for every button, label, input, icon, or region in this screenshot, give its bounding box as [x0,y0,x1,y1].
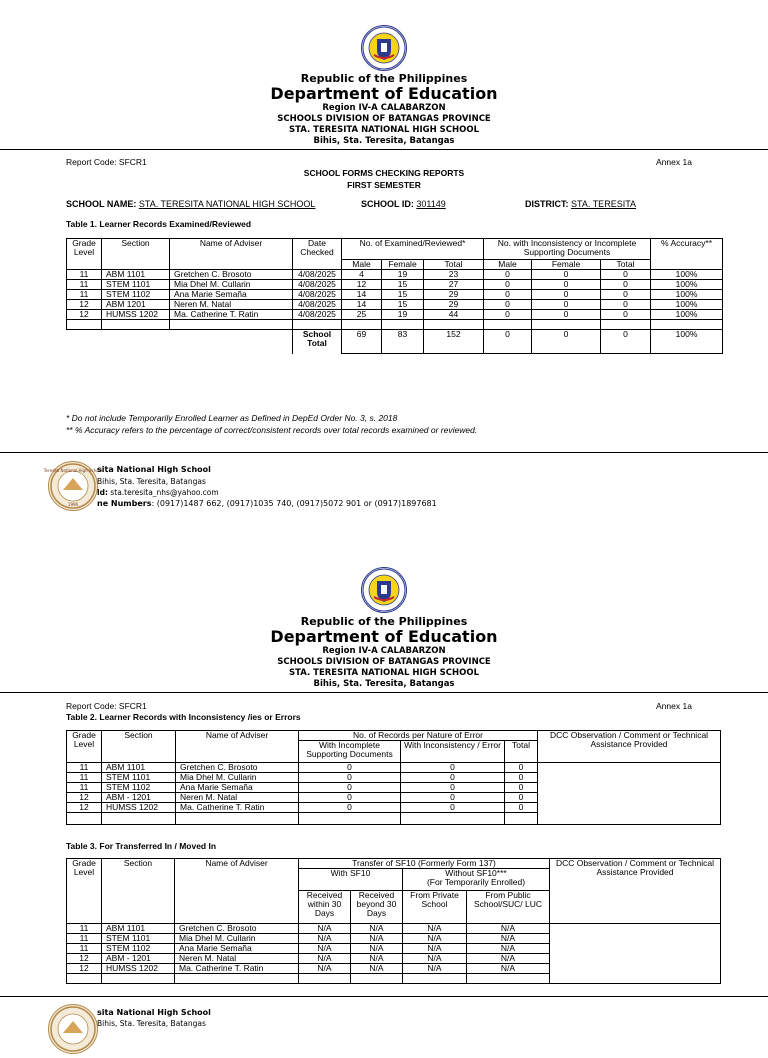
t1-cell: 0 [484,300,532,310]
t2-header-grade: Grade Level [67,731,102,763]
header-divider-2 [0,692,768,693]
t3-header-grade: Grade Level [67,859,102,924]
table2-inconsistency-records [66,730,721,825]
t2-cell: 11 [67,773,102,783]
school-name-field [66,199,315,209]
t1-cell: 0 [601,300,651,310]
t3-dcc-cell [550,924,721,984]
t1-cell: ABM 1101 [102,270,170,280]
t1-header-adviser: Name of Adviser [170,239,293,270]
t1-cell: 100% [651,270,723,280]
t1-cell: 100% [651,290,723,300]
t1-cell: 14 [342,290,382,300]
t3-header-transfer: Transfer of SF10 (Formerly Form 137) [299,859,550,869]
t1-cell: 11 [67,270,102,280]
report-semester: FIRST SEMESTER [347,180,421,190]
logo-year: 1996 [67,502,79,507]
footer-school: sita National High School [97,465,211,474]
district-label: DISTRICT: [525,199,569,209]
t3-header-temp-label: (For Temporarily Enrolled) [426,877,526,887]
t3-cell: HUMSS 1202 [102,964,175,974]
t2-cell: 12 [67,803,102,813]
t2-cell: 0 [505,773,538,783]
t1-cell: 12 [67,300,102,310]
t2-cell: 11 [67,763,102,773]
t3-cell: N/A [299,944,351,954]
t1-header-date: Date Checked [293,239,342,270]
footer-school-2: sita National High School [97,1008,211,1017]
t1-cell: 25 [342,310,382,320]
table-row [67,763,721,773]
t2-cell: 0 [505,793,538,803]
t2-cell: 0 [505,763,538,773]
t3-cell: Ma. Catherine T. Ratin [175,964,299,974]
t2-header-inconsistency: With Inconsistency / Error [401,741,505,763]
region-line-2: Region IV-A CALABARZON [322,646,446,656]
t1-cell: 100% [651,310,723,320]
table2-title: Table 2. Learner Records with Inconsistency /ies or Errors [66,712,301,722]
t1-cell: 4/08/2025 [293,270,342,280]
t2-header-records: No. of Records per Nature of Error [299,731,538,741]
t3-cell: STEM 1101 [102,934,175,944]
t2-header-total: Total [505,741,538,763]
t2-cell: 0 [299,773,401,783]
t1-cell: Neren M. Natal [170,300,293,310]
t3-header-public: From Public School/SUC/ LUC [467,891,550,924]
table-row [67,924,721,934]
t2-cell: HUMSS 1202 [102,803,176,813]
t3-cell: N/A [351,944,403,954]
t1-cell: 0 [601,310,651,320]
t1-cell: 12 [342,280,382,290]
t1-header-grade: Grade Level [67,239,102,270]
t1-header-section: Section [102,239,170,270]
t1-cell: 0 [484,270,532,280]
t1-cell: 0 [532,290,601,300]
t1-cell: 100% [651,300,723,310]
t1-header-total-inc: Total [601,260,651,270]
t2-dcc-cell [538,763,721,825]
table-row-empty [67,320,723,330]
t1-cell: 100% [651,280,723,290]
school-logo-2 [48,1004,98,1054]
table-row [67,310,723,320]
t2-cell: 0 [505,783,538,793]
footer-phones: : (0917)1487 662, (0917)1035 740, (0917)5072 901 or (0917)1897681 [151,499,437,508]
deped-seal [361,25,407,71]
t2-cell: 0 [299,793,401,803]
address-line: Bihis, Sta. Teresita, Batangas [313,136,455,146]
t3-cell: Mia Dhel M. Cullarin [175,934,299,944]
table1-learner-records [66,238,723,354]
total-total: 152 [424,330,484,354]
t1-cell: 19 [382,310,424,320]
t2-cell: ABM 1101 [102,763,176,773]
t3-cell: 11 [67,934,102,944]
t3-cell: N/A [299,964,351,974]
t1-cell: Ma. Catherine T. Ratin [170,310,293,320]
total-accuracy: 100% [651,330,723,354]
t2-header-section: Section [102,731,176,763]
t3-cell: N/A [351,934,403,944]
t1-cell: 4/08/2025 [293,310,342,320]
footnote-1: * Do not include Temporarily Enrolled Learner as Defined in DepEd Order No. 3, s. 2018 [66,413,398,423]
republic-line-2: Republic of the Philippines [300,615,468,628]
t2-cell: 0 [401,803,505,813]
t1-header-female-inc: Female [532,260,601,270]
t2-cell: 0 [401,783,505,793]
t1-cell: 4/08/2025 [293,290,342,300]
t1-cell: Ana Marie Semaña [170,290,293,300]
t3-cell: N/A [299,934,351,944]
t3-header-without-sf10 [403,869,550,891]
t3-cell: STEM 1102 [102,944,175,954]
table-row [67,300,723,310]
school-total-label: School Total [293,330,342,354]
t1-cell: 15 [382,300,424,310]
t2-cell: 11 [67,783,102,793]
department-title: Department of Education [270,84,498,103]
t2-header-incomplete: With Incomplete Supporting Documents [299,741,401,763]
t2-cell: Mia Dhel M. Cullarin [176,773,299,783]
t3-cell: 11 [67,944,102,954]
footer-address-2: Bihis, Sta. Teresita, Batangas [97,1019,206,1028]
t3-cell: ABM - 1201 [102,954,175,964]
t2-cell: 0 [401,763,505,773]
t3-header-beyond30: Received beyond 30 Days [351,891,403,924]
annex-label-2: Annex 1a [656,701,692,711]
school-line: STA. TERESITA NATIONAL HIGH SCHOOL [288,125,480,135]
t2-header-adviser: Name of Adviser [176,731,299,763]
t1-cell: 15 [382,280,424,290]
t1-cell: STEM 1102 [102,290,170,300]
table-row-total [67,330,723,354]
t1-cell: HUMSS 1202 [102,310,170,320]
t1-header-male: Male [342,260,382,270]
t1-cell: Mia Dhel M. Cullarin [170,280,293,290]
report-code: Report Code: SFCR1 [66,157,147,167]
deped-seal-2 [361,567,407,613]
t3-cell: N/A [403,934,467,944]
t3-header-section: Section [102,859,175,924]
logo-text: Teresita National High School [43,468,103,473]
t2-cell: Gretchen C. Brosoto [176,763,299,773]
total-total-inc: 0 [601,330,651,354]
t3-cell: N/A [351,954,403,964]
t1-header-female: Female [382,260,424,270]
t3-cell: N/A [467,924,550,934]
t1-cell: 29 [424,290,484,300]
t3-header-dcc: DCC Observation / Comment or Technical Assistance Provided [550,859,721,924]
t3-cell: ABM 1101 [102,924,175,934]
t3-cell: 11 [67,924,102,934]
t1-cell: 0 [532,300,601,310]
t2-cell: 0 [505,803,538,813]
report-title: SCHOOL FORMS CHECKING REPORTS [303,168,465,178]
t1-cell: 4 [342,270,382,280]
school-name-label: SCHOOL NAME: [66,199,137,209]
region-line: Region IV-A CALABARZON [322,103,446,113]
t1-cell: 27 [424,280,484,290]
t1-cell: 23 [424,270,484,280]
t1-cell: 0 [484,310,532,320]
t3-cell: N/A [299,954,351,964]
t2-cell: 0 [299,783,401,793]
t2-cell: Ma. Catherine T. Ratin [176,803,299,813]
footer-email-line [97,488,219,497]
header-divider [0,149,768,150]
t1-cell: 0 [532,280,601,290]
footer-email: sta.teresita_nhs@yahoo.com [110,488,219,497]
t1-cell: 0 [484,280,532,290]
t3-cell: N/A [403,944,467,954]
t1-cell: 0 [532,270,601,280]
t1-cell: 4/08/2025 [293,300,342,310]
t1-cell: 0 [484,290,532,300]
district-field [525,199,636,209]
footer-divider [0,452,768,453]
total-female: 83 [382,330,424,354]
footnote-2: ** % Accuracy refers to the percentage of correct/consistent records over total records examined or reviewed. [66,425,478,435]
footer-phone-line [97,499,437,508]
t1-cell: 0 [601,290,651,300]
t3-cell: N/A [467,944,550,954]
t3-header-within30: Received within 30 Days [299,891,351,924]
table3-title: Table 3. For Transferred In / Moved In [66,841,217,851]
t2-header-dcc: DCC Observation / Comment or Technical Assistance Provided [538,731,721,763]
school-id-field [361,199,446,209]
t1-cell: Gretchen C. Brosoto [170,270,293,280]
t3-cell: 12 [67,954,102,964]
table1-title: Table 1. Learner Records Examined/Reviewed [66,219,252,229]
annex-label: Annex 1a [656,157,692,167]
republic-line: Republic of the Philippines [300,72,468,85]
school-id-value: 301149 [416,199,446,209]
t1-cell: 4/08/2025 [293,280,342,290]
t1-cell: 0 [601,270,651,280]
t1-cell: 12 [67,310,102,320]
footer-email-label: ld: [97,488,108,497]
district-value: STA. TERESITA [571,199,637,209]
t2-cell: STEM 1102 [102,783,176,793]
table3-transferred-in [66,858,721,984]
t2-cell: 0 [299,763,401,773]
t3-cell: 12 [67,964,102,974]
table-row [67,290,723,300]
t2-cell: 0 [401,793,505,803]
t2-cell: 0 [299,803,401,813]
t1-cell: STEM 1101 [102,280,170,290]
t3-cell: N/A [403,964,467,974]
t3-cell: N/A [403,924,467,934]
t2-cell: 0 [401,773,505,783]
total-male: 69 [342,330,382,354]
t3-cell: Ana Marie Semaña [175,944,299,954]
school-name-value: STA. TERESITA NATIONAL HIGH SCHOOL [138,199,316,209]
t3-cell: N/A [299,924,351,934]
t3-cell: Neren M. Natal [175,954,299,964]
footer-phone-label: ne Numbers [97,499,152,508]
t1-cell: 11 [67,290,102,300]
t3-cell: N/A [351,924,403,934]
school-id-label: SCHOOL ID: [361,199,414,209]
total-female-inc: 0 [532,330,601,354]
t3-cell: Gretchen C. Brosoto [175,924,299,934]
report-code-2: Report Code: SFCR1 [66,701,147,711]
t3-header-adviser: Name of Adviser [175,859,299,924]
t1-header-total: Total [424,260,484,270]
division-line: SCHOOLS DIVISION OF BATANGAS PROVINCE [277,114,491,124]
t1-header-inconsistency: No. with Inconsistency or Incomplete Supporting Documents [484,239,651,260]
t3-cell: N/A [403,954,467,964]
t2-cell: 12 [67,793,102,803]
t3-cell: N/A [351,964,403,974]
department-title-2: Department of Education [270,627,498,646]
t1-header-male-inc: Male [484,260,532,270]
table-row [67,280,723,290]
t1-cell: 15 [382,290,424,300]
t1-cell: 44 [424,310,484,320]
table-row [67,270,723,280]
division-line-2: SCHOOLS DIVISION OF BATANGAS PROVINCE [277,657,491,667]
t1-header-accuracy: % Accuracy** [651,239,723,270]
address-line-2: Bihis, Sta. Teresita, Batangas [313,679,455,689]
t3-header-with-sf10: With SF10 [299,869,403,891]
footer-address: Bihis, Sta. Teresita, Batangas [97,477,206,486]
t1-cell: 14 [342,300,382,310]
t1-cell: 11 [67,280,102,290]
total-male-inc: 0 [484,330,532,354]
t3-cell: N/A [467,954,550,964]
t3-cell: N/A [467,964,550,974]
t1-cell: 19 [382,270,424,280]
t1-cell: ABM 1201 [102,300,170,310]
t2-cell: STEM 1101 [102,773,176,783]
footer-divider-2 [0,996,768,997]
t3-header-without-label: Without SF10*** [445,868,507,878]
t1-cell: 29 [424,300,484,310]
t3-header-private: From Private School [403,891,467,924]
t2-cell: Neren M. Natal [176,793,299,803]
t1-cell: 0 [532,310,601,320]
school-line-2: STA. TERESITA NATIONAL HIGH SCHOOL [288,668,480,678]
t1-header-examined: No. of Examined/Reviewed* [342,239,484,260]
t2-cell: ABM - 1201 [102,793,176,803]
t3-cell: N/A [467,934,550,944]
t1-cell: 0 [601,280,651,290]
t2-cell: Ana Marie Semaña [176,783,299,793]
